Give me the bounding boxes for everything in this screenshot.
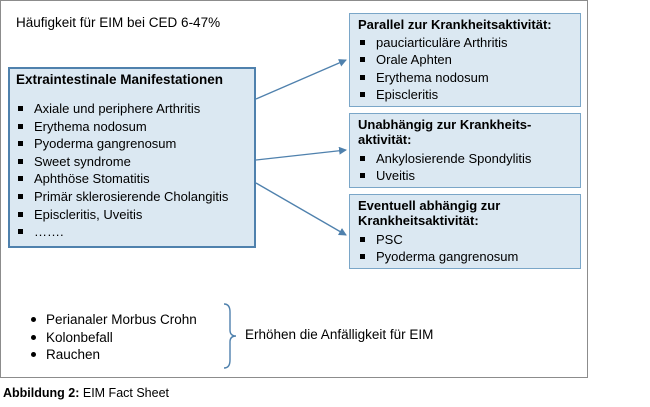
- list-item: Sweet syndrome: [16, 153, 254, 171]
- list-item: pauciarticuläre Arthritis: [358, 34, 580, 51]
- list-item: Erythema nodosum: [358, 69, 580, 86]
- main-box-title: Extraintestinale Manifestationen: [16, 72, 224, 87]
- list-item: Aphthöse Stomatitis: [16, 170, 254, 188]
- square-bullet-icon: [360, 40, 365, 45]
- square-bullet-icon: [360, 156, 365, 161]
- square-bullet-icon: [360, 92, 365, 97]
- square-bullet-icon: [360, 254, 365, 259]
- list-item: Rauchen: [30, 346, 197, 364]
- list-item: Primär sklerosierende Cholangitis: [16, 188, 254, 206]
- list-item: Ankylosierende Spondylitis: [358, 150, 580, 167]
- independent-box-list: [358, 150, 580, 185]
- square-bullet-icon: [18, 176, 23, 181]
- list-item: PSC: [358, 231, 580, 248]
- list-item: Uveitis: [358, 167, 580, 184]
- round-bullet-icon: [31, 335, 36, 340]
- parallel-box-title: Parallel zur Krankheitsaktivität:: [358, 17, 552, 32]
- list-item: Pyoderma gangrenosum: [358, 248, 580, 265]
- risk-factor-summary: Erhöhen die Anfälligkeit für EIM: [245, 327, 434, 342]
- list-item: Pyoderma gangrenosum: [16, 135, 254, 153]
- list-item: Kolonbefall: [30, 329, 197, 347]
- independent-activity-box: [349, 113, 581, 188]
- main-box-list: [16, 100, 254, 241]
- square-bullet-icon: [360, 57, 365, 62]
- parallel-activity-box: [349, 13, 581, 107]
- list-item: Perianaler Morbus Crohn: [30, 311, 197, 329]
- round-bullet-icon: [31, 317, 36, 322]
- risk-factor-list: [30, 311, 197, 364]
- square-bullet-icon: [18, 194, 23, 199]
- square-bullet-icon: [18, 212, 23, 217]
- caption-label: Abbildung 2:: [3, 386, 80, 400]
- figure-caption: [3, 386, 169, 400]
- frequency-headline: Häufigkeit für EIM bei CED 6-47%: [16, 15, 221, 30]
- eventual-box-list: [358, 231, 580, 266]
- list-item: Episcleritis, Uveitis: [16, 206, 254, 224]
- eventual-activity-box: [349, 194, 581, 269]
- square-bullet-icon: [360, 75, 365, 80]
- list-item: Erythema nodosum: [16, 118, 254, 136]
- eventual-box-title: Eventuell abhängig zur Krankheitsaktivität:: [358, 198, 501, 228]
- square-bullet-icon: [18, 159, 23, 164]
- independent-box-title: Unabhängig zur Krankheits- aktivität:: [358, 117, 532, 147]
- square-bullet-icon: [18, 124, 23, 129]
- square-bullet-icon: [360, 237, 365, 242]
- caption-text: EIM Fact Sheet: [82, 386, 170, 400]
- parallel-box-list: [358, 34, 580, 103]
- main-manifestations-box: [8, 67, 256, 248]
- square-bullet-icon: [18, 229, 23, 234]
- square-bullet-icon: [360, 173, 365, 178]
- curly-brace-icon: [222, 302, 240, 370]
- list-item: …….: [16, 223, 254, 241]
- list-item: Episcleritis: [358, 86, 580, 103]
- square-bullet-icon: [18, 106, 23, 111]
- list-item: Axiale und periphere Arthritis: [16, 100, 254, 118]
- list-item: Orale Aphten: [358, 51, 580, 68]
- round-bullet-icon: [31, 352, 36, 357]
- square-bullet-icon: [18, 141, 23, 146]
